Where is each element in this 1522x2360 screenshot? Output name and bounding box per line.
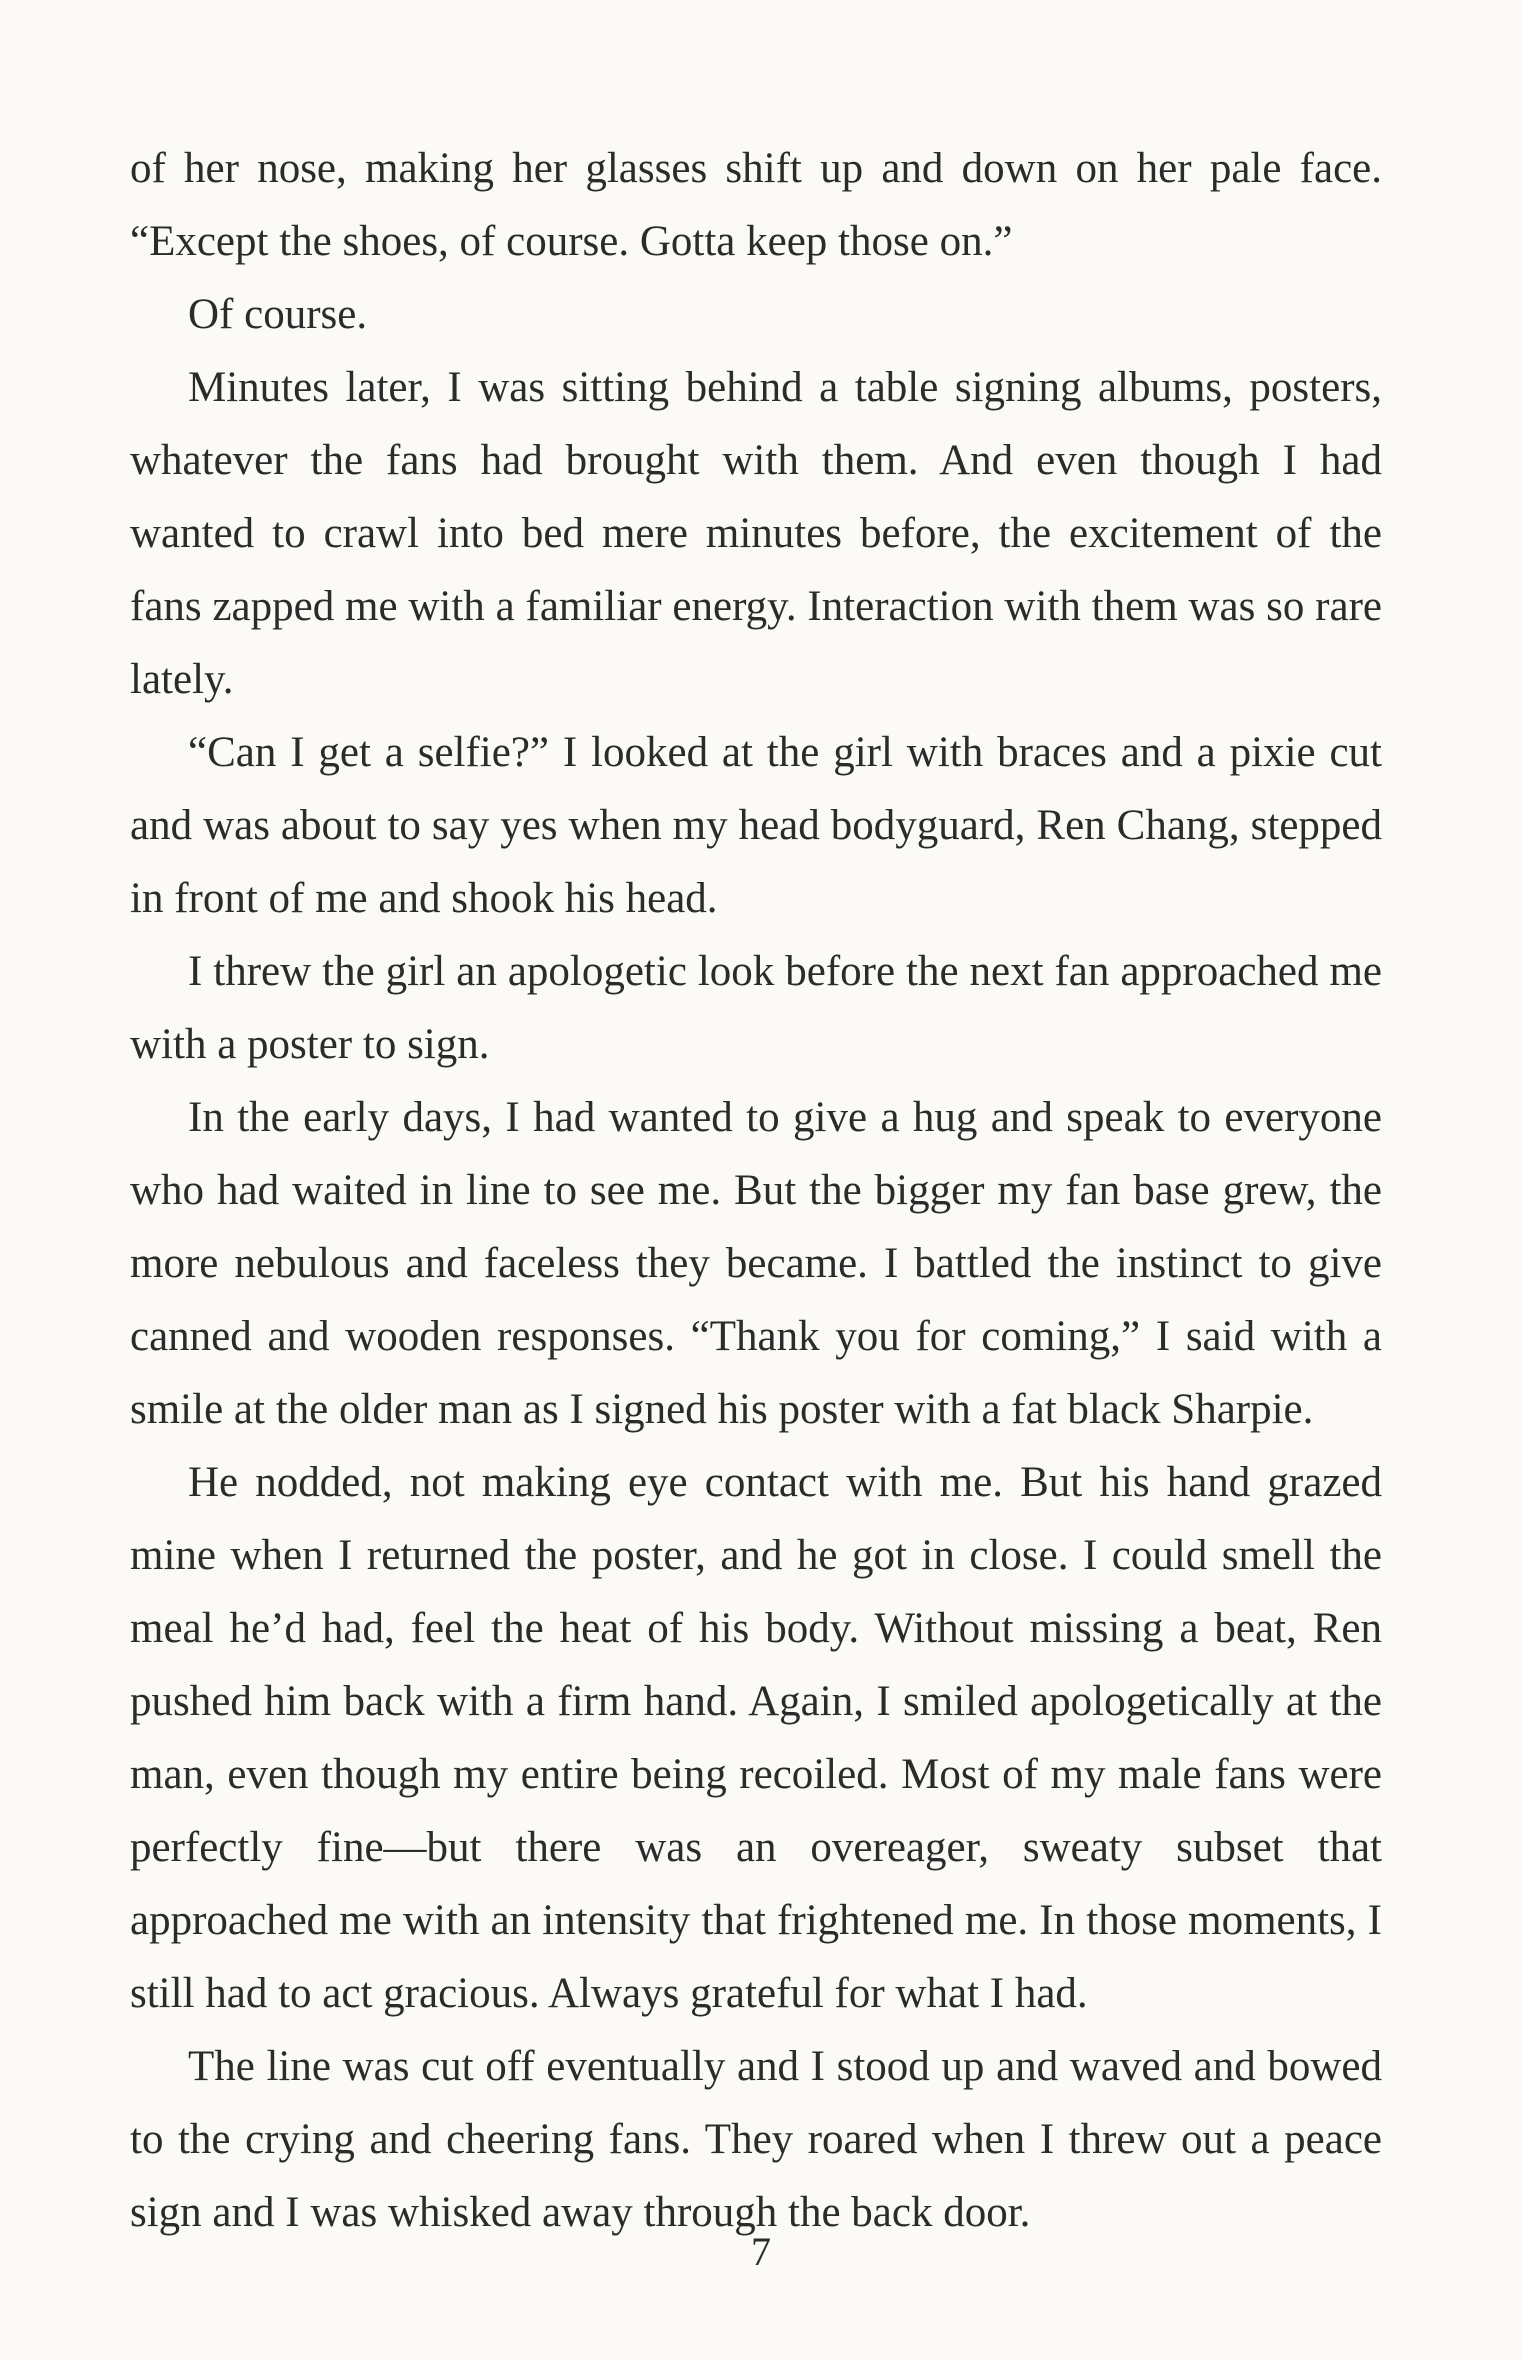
paragraph: Minutes later, I was sitting behind a table signing albums, posters, whatever the fans had brought with them. And even though I had wanted to crawl into bed mere minutes before, the excitement of the fans zapped me with a familiar energy. Interaction with them was so rare lately. bbox=[130, 364, 1382, 703]
paragraph: The line was cut off eventually and I stood up and waved and bowed to the crying and cheering fans. They roared when I threw out a peace sign and I was whisked away through the back door. bbox=[130, 2043, 1382, 2236]
paragraph: Of course. bbox=[188, 291, 368, 338]
paragraph: “Can I get a selfie?” I looked at the girl with braces and a pixie cut and was about to say yes when my head bodyguard, Ren Chang, stepped in front of me and shook his head. bbox=[130, 729, 1382, 922]
page-number: 7 bbox=[751, 2229, 771, 2274]
body-text bbox=[130, 132, 1382, 2249]
paragraph: He nodded, not making eye contact with me. But his hand grazed mine when I returned the poster, and he got in close. I could smell the meal he’d had, feel the heat of his body. Without missing a beat, Ren pushed him back with a firm hand. Again, I smiled apologetically at the man, even though my entire being recoiled. Most of my male fans were perfectly fine—but there was an overeager, sweaty subset that approached me with an intensity that frightened me. In those moments, I still had to act gracious. Always grateful for what I had. bbox=[130, 1459, 1382, 2017]
paragraph-continuation: of her nose, making her glasses shift up and down on her pale face. “Except the shoes, of course. Gotta keep those on.” bbox=[130, 145, 1382, 265]
paragraph: In the early days, I had wanted to give a hug and speak to everyone who had waited in line to see me. But the bigger my fan base grew, the more nebulous and faceless they became. I battled the instinct to give canned and wooden responses. “Thank you for coming,” I said with a smile at the older man as I signed his poster with a fat black Sharpie. bbox=[130, 1094, 1382, 1433]
paragraph: I threw the girl an apologetic look before the next fan approached me with a poster to sign. bbox=[130, 948, 1382, 1068]
